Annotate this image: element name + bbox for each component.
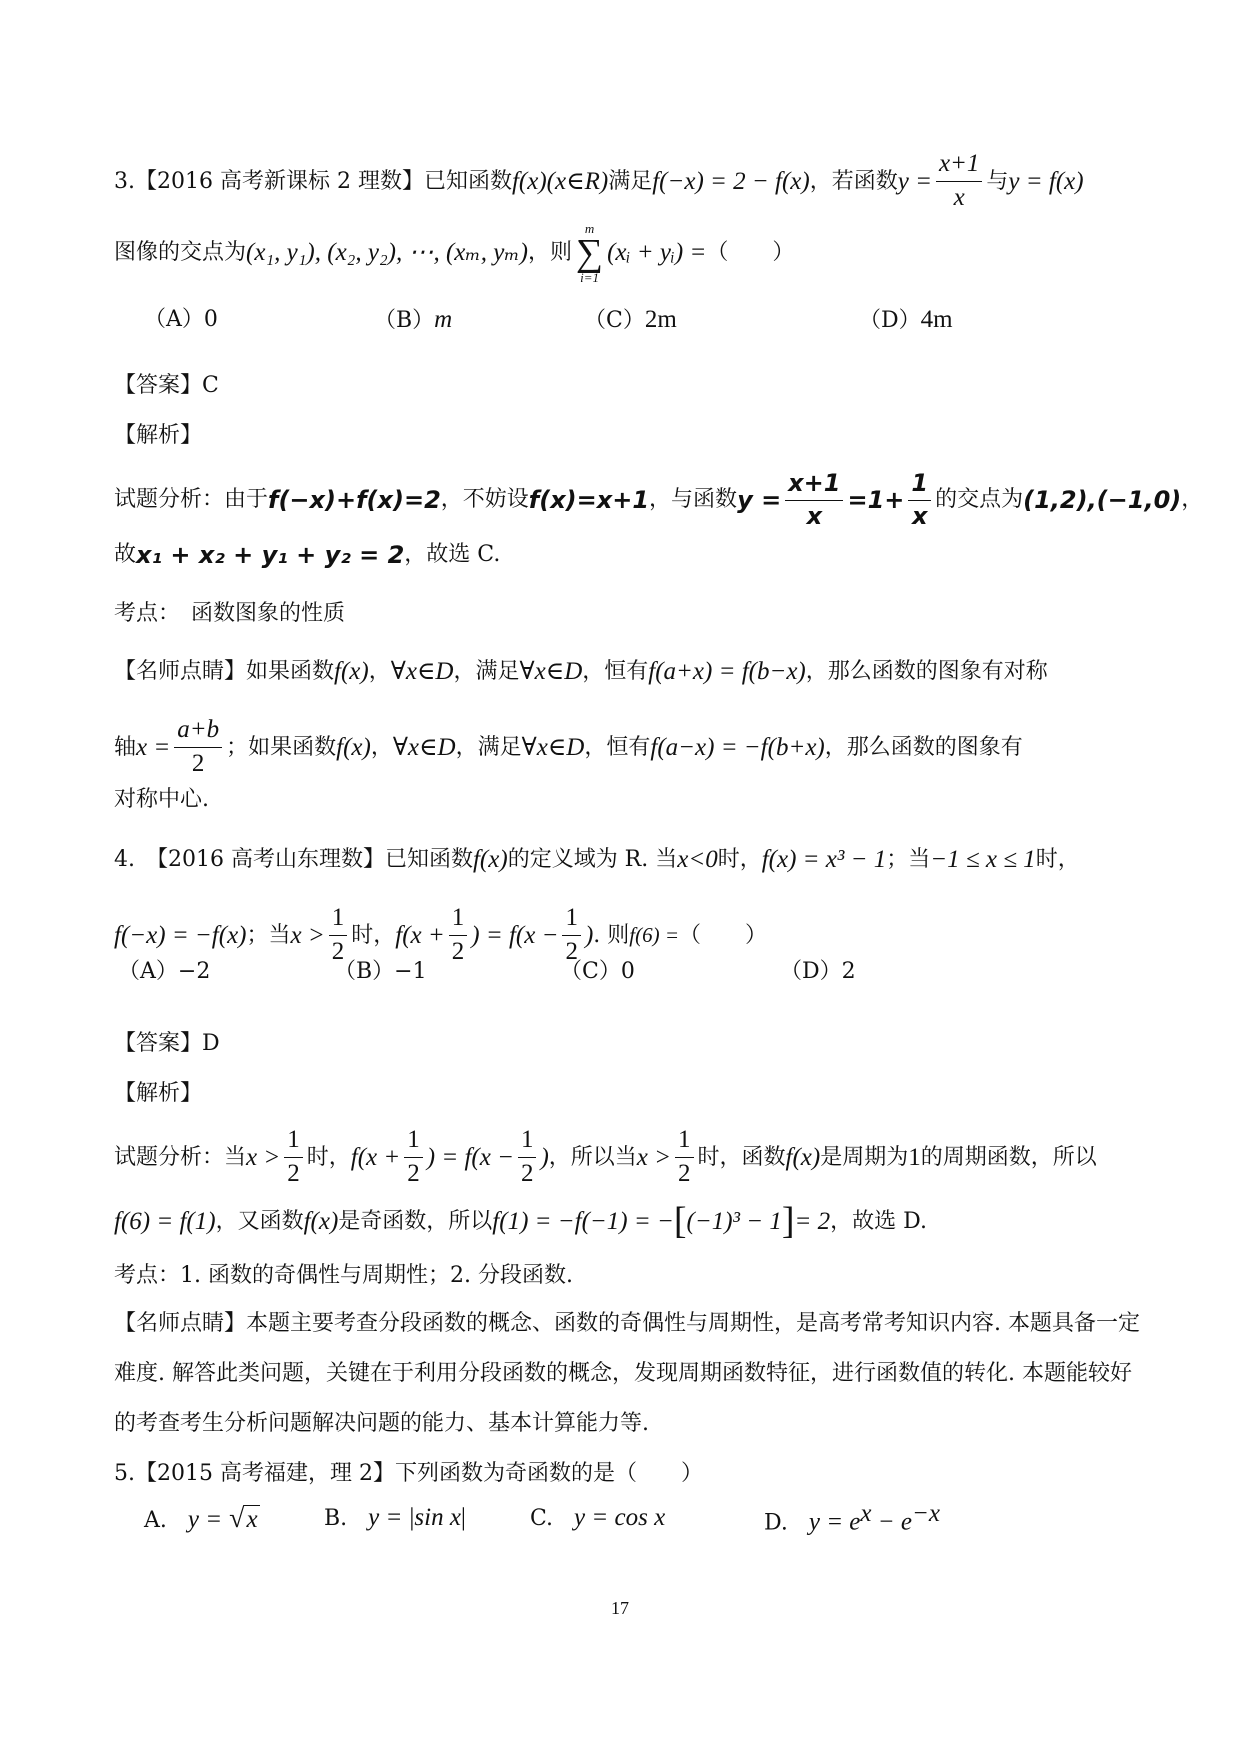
q3-condition: f(−x) = 2 − f(x) <box>652 167 810 195</box>
q4-l1-g: ；当 <box>886 846 931 872</box>
q3-tip2-k: ，那么函数的图象有 <box>824 734 1023 760</box>
q4-l2-j: （ ） <box>679 922 768 948</box>
q3-tip1-d: ∀x∈D <box>390 658 454 685</box>
q3-blank: （ ） <box>706 240 795 266</box>
q4-l1-d: x<0 <box>677 846 718 873</box>
q4-knowledge-point: 考点：1. 函数的奇偶性与周期性；2. 分段函数. <box>114 1263 573 1288</box>
q3-tip1-a: 【名师点睛】如果函数 <box>114 658 335 684</box>
q4-an1-b: x > <box>246 1143 281 1171</box>
q3-with: 与 <box>986 168 1009 194</box>
q3-knowledge-point: 考点： 函数图象的性质 <box>114 601 346 626</box>
q3-an2-a: 故 <box>114 542 137 568</box>
q3-an1-g: =1+ <box>847 486 905 515</box>
q4-tip-line1: 【名师点睛】本题主要考查分段函数的概念、函数的奇偶性与周期性，是高考常考知识内容. 本题具备一定 <box>114 1311 1140 1336</box>
q3-frac-den: x <box>953 183 965 211</box>
q4-analysis-head: 【解析】 <box>114 1081 203 1106</box>
q4-tip-line3: 的考查考生分析问题解决问题的能力、基本计算能力等. <box>114 1411 649 1436</box>
q4-l2-f: ) = f(x − <box>471 921 559 949</box>
q4-an1-f: ) <box>540 1143 549 1171</box>
q4-analysis-line1 <box>114 1126 1126 1189</box>
q5-lead: 5.【2015 高考福建，理 2】下列函数为奇函数的是（ ） <box>114 1461 703 1486</box>
q4-l2-h: . 则 <box>593 922 630 948</box>
q3-tip2-j: f(a−x) = −f(b+x) <box>650 733 825 761</box>
q3-tip2-d: f(x) <box>336 733 371 761</box>
q4-l2-i: f(6) = <box>629 923 680 948</box>
q4-an2-g: = 2 <box>794 1208 831 1236</box>
q4-an1-l: 1 <box>908 1143 921 1171</box>
q3-an1-d: f(x)=x+1 <box>528 486 650 515</box>
q5-option-b: B. y = |sin x| <box>324 1504 466 1532</box>
page-number: 17 <box>611 1598 629 1618</box>
q3-an1-frac1: $\frac{x+1}{x}$ <box>785 470 843 530</box>
q3-tip1-b: f(x) <box>334 658 369 685</box>
q3-sum-body: (xᵢ + yᵢ) = <box>607 239 707 267</box>
q4-an1-i: 时，函数 <box>697 1144 786 1170</box>
q3-option-c: （C）2m <box>584 306 677 334</box>
q4-l2-frac3: $\frac{1}{2}$ <box>562 904 581 967</box>
q4-l1-f: f(x) = x³ − 1 <box>761 846 887 873</box>
sigma-icon: ∑ <box>576 232 604 274</box>
q4-an1-j: f(x) <box>785 1143 821 1171</box>
q5-option-a: A. y = √x <box>144 1502 258 1534</box>
q3-an2-b: x₁ + x₂ + y₁ + y₂ = 2 <box>136 541 405 569</box>
q3-an1-a: 试题分析：由于 <box>114 487 269 513</box>
q3-then: ，则 <box>527 240 572 266</box>
q4-l2-b: ；当 <box>246 922 291 948</box>
q3-tip1-c: ， <box>368 658 391 684</box>
q3-tip1-i: ，那么函数的图象有对称 <box>805 658 1048 684</box>
q3-tip1-h: f(a+x) = f(b−x) <box>648 658 806 685</box>
q3-an1-frac2: $\frac{1}{x}$ <box>908 470 931 530</box>
q3-y-eq: y = <box>897 167 932 195</box>
q4-an2-b: ，又函数 <box>215 1209 304 1234</box>
q4-an2-c: f(x) <box>303 1208 339 1236</box>
q3-option-b: （B）m <box>374 306 453 334</box>
q3-tip2-frac: $\frac{a+b}{2}$ <box>174 716 222 779</box>
q5-option-d: D. $y = e^x - e^{-x}$ <box>764 1500 940 1536</box>
q3-tip2-e: ， <box>370 734 393 760</box>
q4-l1-i: 时， <box>1035 846 1080 872</box>
sum-sign <box>576 222 603 284</box>
q3-fraction <box>936 150 982 213</box>
q3-an1-j: ， <box>1181 487 1204 513</box>
q3-tip2-g: ，满足 <box>455 734 522 760</box>
q3-an2-c: ，故选 C. <box>404 542 501 568</box>
q4-l2-d: 时， <box>351 922 396 948</box>
q4-an1-frac4: $\frac{1}{2}$ <box>675 1126 694 1189</box>
q4-option-a: （A）−2 <box>118 959 211 985</box>
q3-analysis-head: 【解析】 <box>114 423 203 448</box>
q3-tip1-f: ∀x∈D <box>519 658 583 685</box>
q4-l2-g: ) <box>584 921 594 949</box>
q3-lead: 3.【2016 高考新课标 2 理数】已知函数 <box>114 168 512 194</box>
q4-l2-c: x > <box>290 921 325 949</box>
q4-an1-frac2: $\frac{1}{2}$ <box>404 1126 423 1189</box>
q4-l1-b: f(x) <box>472 846 508 873</box>
q4-an1-frac1: $\frac{1}{2}$ <box>284 1126 303 1189</box>
q4-an1-d: f(x + <box>350 1143 401 1171</box>
q4-l1-e: 时， <box>717 846 762 872</box>
q3-fx-domain: f(x)(x∈R) <box>511 167 609 195</box>
sqrt-icon: √ <box>229 1502 245 1534</box>
q4-an1-c: 时， <box>306 1144 351 1170</box>
q4-answer: 【答案】D <box>114 1031 220 1056</box>
q3-an1-e: ，与函数 <box>649 487 738 513</box>
q3-line2 <box>114 222 1126 284</box>
q4-l1-a: 4. 【2016 高考山东理数】已知函数 <box>114 846 473 872</box>
q3-an1-i: (1,2),(−1,0) <box>1023 486 1182 515</box>
q4-an1-a: 试题分析：当 <box>114 1144 247 1170</box>
q3-line1 <box>114 150 1126 213</box>
q4-an1-frac3: $\frac{1}{2}$ <box>518 1126 537 1189</box>
q4-an1-e: ) = f(x − <box>426 1143 514 1171</box>
q3-option-d: （D）4m <box>859 306 953 334</box>
q3-analysis-line2 <box>114 540 1126 570</box>
q3-tip2-b: x = <box>136 733 171 761</box>
q3-an1-b: f(−x)+f(x)=2 <box>268 486 441 515</box>
q3-tip-line3: 对称中心. <box>114 787 209 812</box>
q3-tip2-f: ∀x∈D <box>392 733 456 761</box>
q3-an1-c: ，不妨设 <box>440 487 529 513</box>
q4-l2-a: f(−x) = −f(x) <box>114 921 247 949</box>
q3-y-fx: y = f(x) <box>1008 167 1084 195</box>
sum-bottom: i=1 <box>580 270 599 286</box>
q3-tip2-i: ，恒有 <box>584 734 651 760</box>
q4-option-c: （C）0 <box>560 959 635 985</box>
q5-option-c: C. y = cos x <box>530 1504 666 1532</box>
q4-an2-h: ，故选 D. <box>830 1209 928 1234</box>
q4-an2-d: 是奇函数，所以 <box>338 1209 493 1234</box>
q4-l1-c: 的定义域为 R. 当 <box>507 846 678 872</box>
q3-an1-h: 的交点为 <box>935 487 1024 513</box>
q3-line2-a: 图像的交点为 <box>114 240 247 266</box>
q3-tip2-c: ；如果函数 <box>226 734 337 760</box>
q4-l2-e: f(x + <box>395 921 445 949</box>
q4-an2-f: (−1)³ − 1 <box>686 1208 782 1236</box>
q4-option-d: （D）2 <box>780 959 856 985</box>
q4-an1-h: x > <box>636 1143 671 1171</box>
q3-points: (x₁, y₁), (x₂, y₂), ⋯, (xₘ, yₘ) <box>246 239 528 267</box>
q3-answer: 【答案】C <box>114 373 219 398</box>
q3-tip2-h: ∀x∈D <box>521 733 585 761</box>
q3-tip1-e: ，满足 <box>453 658 520 684</box>
q4-option-b: （B）−1 <box>334 959 427 985</box>
q3-option-a: （A）0 <box>144 307 218 333</box>
right-bracket-icon: ] <box>781 1200 795 1242</box>
q4-l2-frac2: $\frac{1}{2}$ <box>449 904 468 967</box>
q3-if-fn: ，若函数 <box>809 168 898 194</box>
q4-an2-e: f(1) = −f(−1) = − <box>492 1208 674 1236</box>
q4-l2-frac1: $\frac{1}{2}$ <box>329 904 348 967</box>
q4-tip-line2: 难度. 解答此类问题，关键在于利用分段函数的概念，发现周期函数特征，进行函数值的转化. 本题能较好 <box>114 1361 1132 1386</box>
q4-an1-k: 是周期为 <box>820 1144 909 1170</box>
q3-tip1-g: ，恒有 <box>582 658 649 684</box>
q4-line1 <box>114 844 1126 875</box>
q4-line2 <box>114 904 1126 967</box>
q3-tip-line2 <box>114 716 1126 779</box>
q4-an1-m: 的周期函数，所以 <box>920 1144 1097 1170</box>
q3-satisfy: 满足 <box>608 168 653 194</box>
left-bracket-icon: [ <box>673 1200 687 1242</box>
q4-l1-h: −1 ≤ x ≤ 1 <box>930 846 1036 873</box>
sum-top: m <box>584 221 595 236</box>
q3-an1-f: y = <box>737 486 782 515</box>
q3-analysis-line1 <box>114 469 1204 530</box>
q3-tip-line1 <box>114 656 1126 687</box>
q4-an2-a: f(6) = f(1) <box>114 1208 216 1236</box>
q4-analysis-line2 <box>114 1198 1126 1246</box>
q3-tip2-a: 轴 <box>114 734 137 760</box>
q4-an1-g: ，所以当 <box>548 1144 637 1170</box>
q3-frac-num: x+1 <box>936 150 982 182</box>
